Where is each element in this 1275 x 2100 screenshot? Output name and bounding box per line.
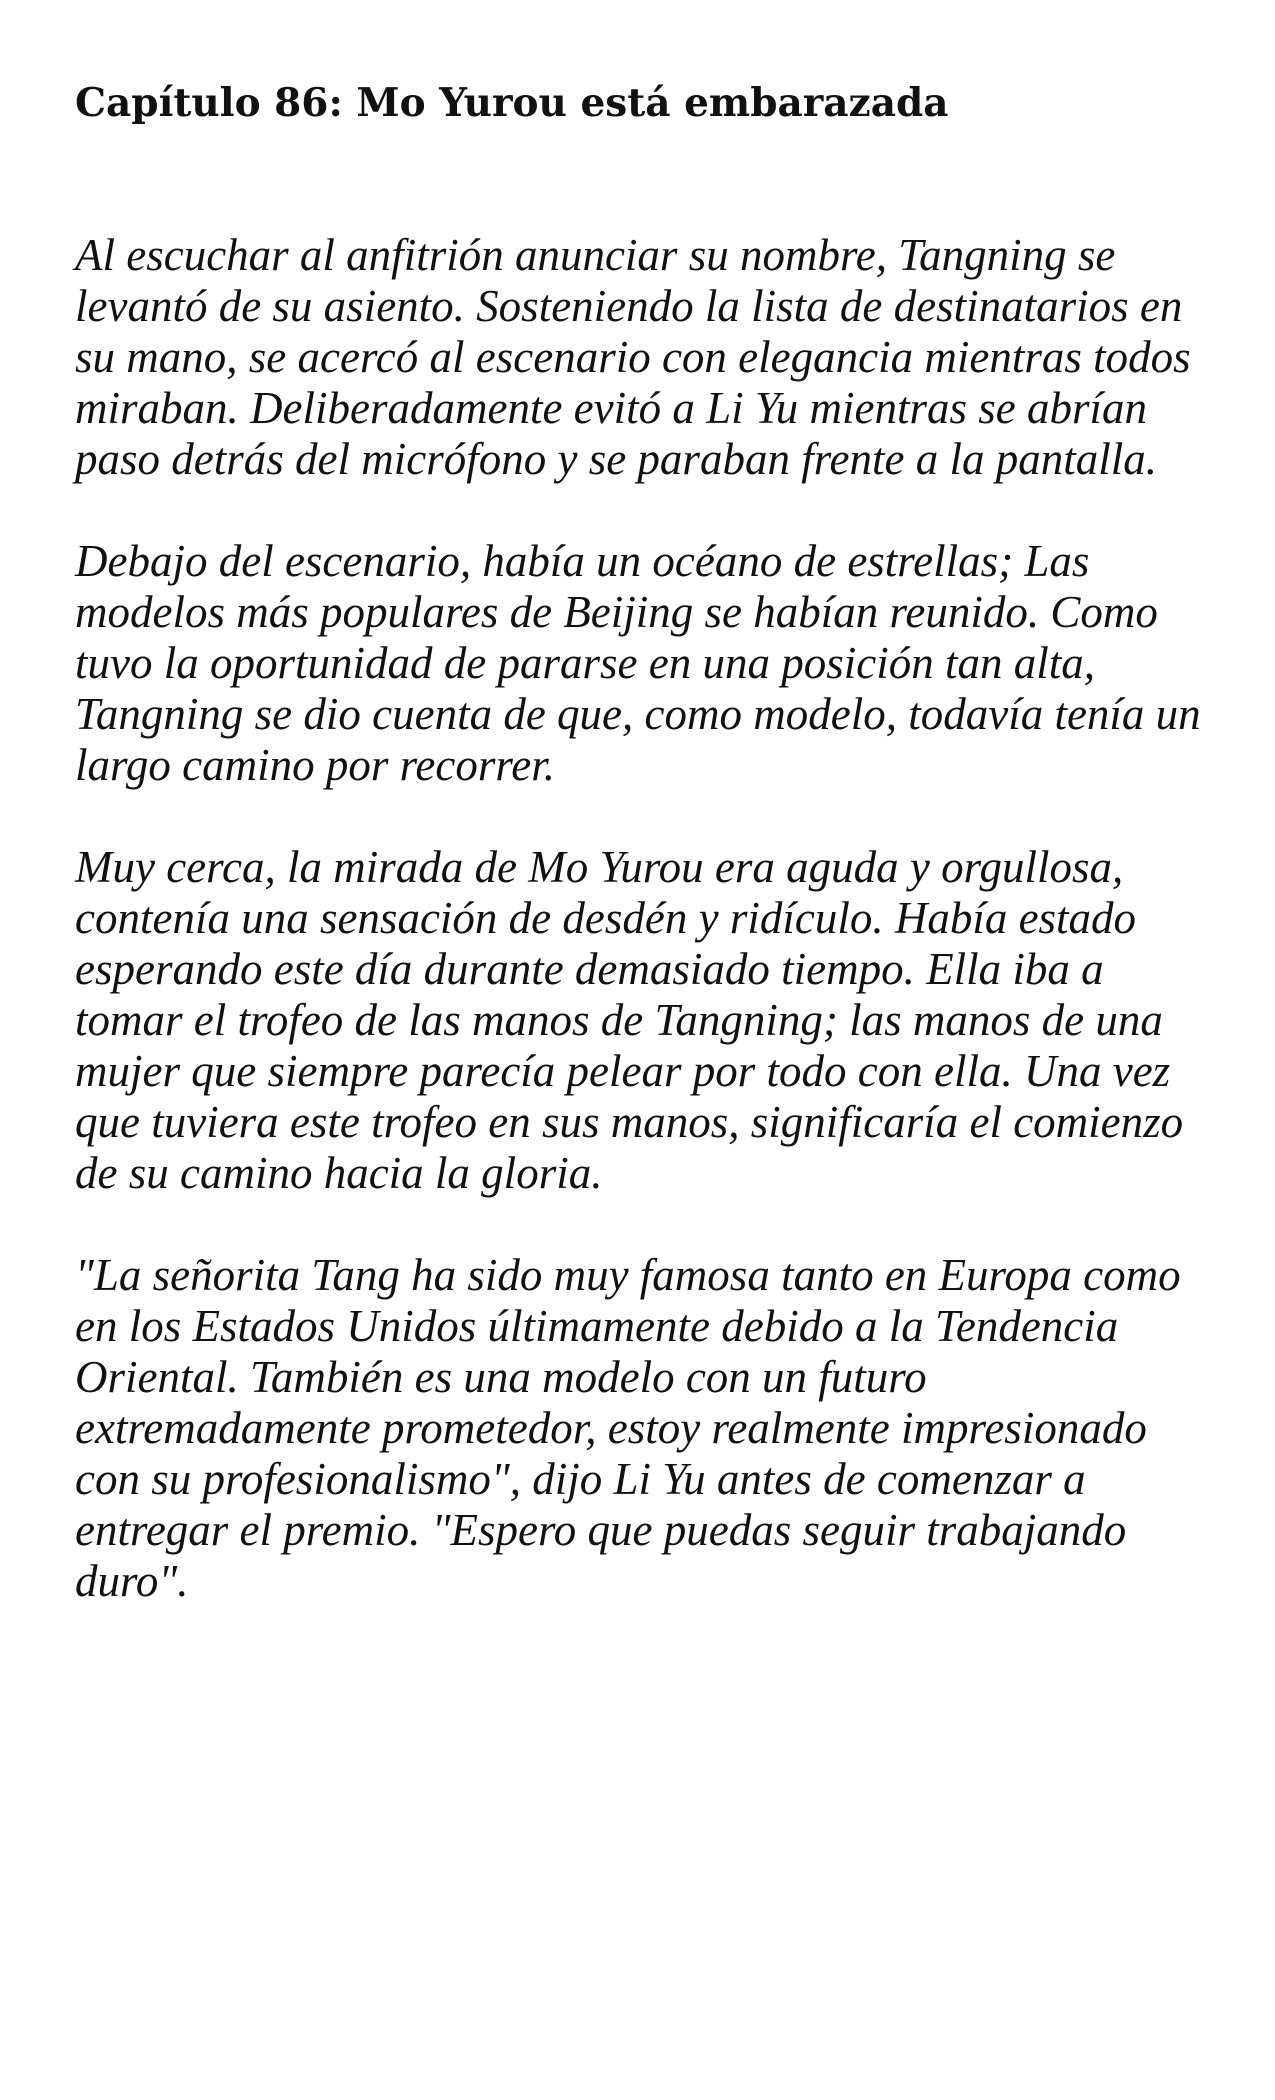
chapter-title: Capítulo 86: Mo Yurou está embarazada [75, 80, 949, 126]
paragraph-1: Al escuchar al anfitrión anunciar su nombre, Tangning se levantó de su asiento. Sosteniendo la lista de destinatarios en su mano, se acercó al escenario con elegancia mientras todos miraban. Deliberadamente evitó a Li Yu mientras se abrían paso detrás del micrófono y se paraban frente a la pantalla. [75, 230, 1191, 484]
paragraph-4: "La señorita Tang ha sido muy famosa tanto en Europa como en los Estados Unidos últimamente debido a la Tendencia Oriental. También es una modelo con un futuro extremadamente prometedor, estoy realmente impresionado con su profesionalismo", dijo Li Yu antes de comenzar a entregar el premio. "Espero que puedas seguir trabajando duro". [75, 1250, 1181, 1606]
paragraph-3: Muy cerca, la mirada de Mo Yurou era aguda y orgullosa, contenía una sensación de desdén y ridículo. Había estado esperando este día durante demasiado tiempo. Ella iba a tomar el trofeo de las manos de Tangning; las manos de una mujer que siempre parecía pelear por todo con ella. Una vez que tuviera este trofeo en sus manos, significaría el comienzo de su camino hacia la gloria. [75, 842, 1184, 1198]
paragraph-2: Debajo del escenario, había un océano de estrellas; Las modelos más populares de Beijing se habían reunido. Como tuvo la oportunidad de pararse en una posición tan alta, Tangning se dio cuenta de que, como modelo, todavía tenía un largo camino por recorrer. [75, 536, 1201, 790]
